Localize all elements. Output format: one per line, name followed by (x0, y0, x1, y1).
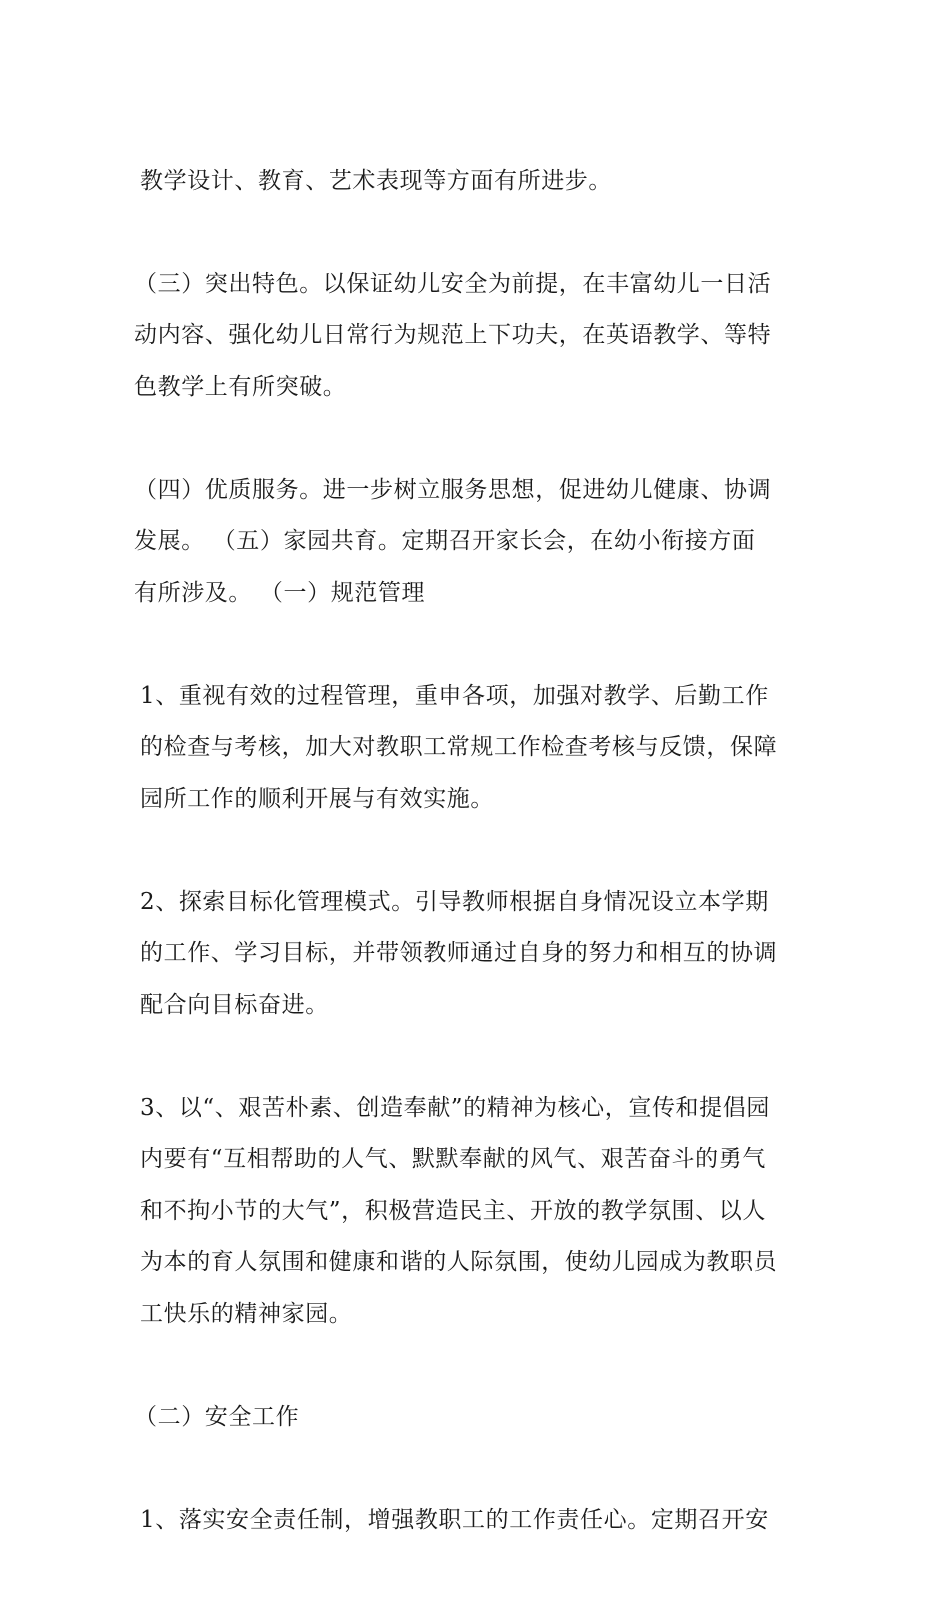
paragraph-4: 1、重视有效的过程管理，重申各项，加强对教学、后勤工作 的检查与考核，加大对教职工常规工作检查考核与反馈，保障 园所工作的顺利开展与有效实施。 (140, 682, 778, 812)
paragraph-5: 2、探索目标化管理模式。引导教师根据自身情况设立本学期 的工作、学习目标，并带领教师通过自身的努力和相互的协调 配合向目标奋进。 (140, 888, 778, 1018)
paragraph-8: 1、落实安全责任制，增强教职工的工作责任心。定期召开安 (140, 1506, 769, 1533)
document-body (134, 104, 820, 1598)
paragraph-3: （四）优质服务。进一步树立服务思想，促进幼儿健康、协调 发展。 （五）家园共育。定期召开家长会，在幼小衔接方面 有所涉及。 （一）规范管理 (134, 476, 772, 606)
paragraph-7: （二）安全工作 (134, 1403, 300, 1430)
paragraph-6: 3、以“、艰苦朴素、创造奉献”的精神为核心，宣传和提倡园 内要有“互相帮助的人气、默默奉献的风气、艰苦奋斗的勇气 和不拘小节的大气”，积极营造民主、开放的教学氛围、以人 为本的育人氛围和健康和谐的人际氛围，使幼儿园成为教职员 工快乐的精神家园。 (140, 1094, 778, 1327)
paragraph-1: 教学设计、教育、艺术表现等方面有所进步。 (140, 167, 612, 194)
paragraph-2: （三）突出特色。以保证幼儿安全为前提，在丰富幼儿一日活 动内容、强化幼儿日常行为规范上下功夫，在英语教学、等特 色教学上有所突破。 (134, 270, 772, 400)
